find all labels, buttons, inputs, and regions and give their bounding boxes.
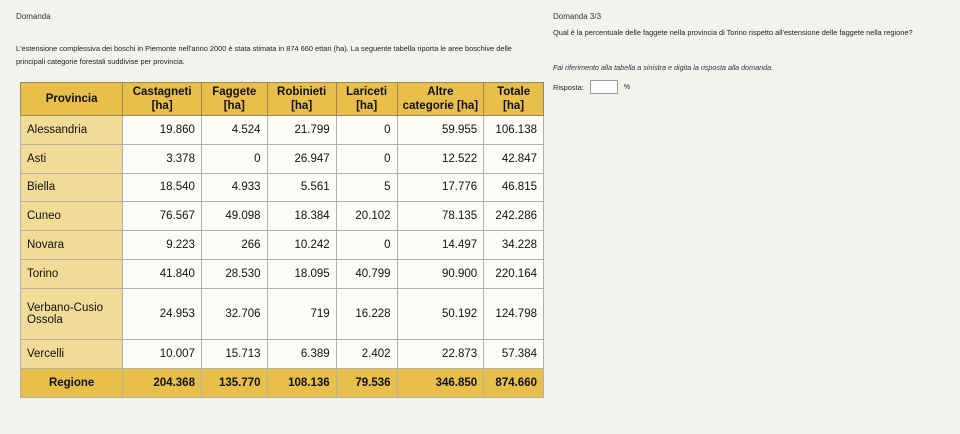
value-cell: 10.242 <box>267 231 336 260</box>
header-faggete: Faggete [ha] <box>201 83 267 116</box>
answer-row <box>553 80 630 94</box>
value-cell: 78.135 <box>397 202 484 231</box>
header-totale: Totale [ha] <box>484 83 544 116</box>
value-cell: 49.098 <box>201 202 267 231</box>
value-cell: 4.933 <box>201 173 267 202</box>
question-counter: Domanda 3/3 <box>553 12 602 21</box>
province-cell: Torino <box>21 259 123 288</box>
value-cell: 21.799 <box>267 116 336 145</box>
value-cell: 22.873 <box>397 340 484 369</box>
value-cell: 719 <box>267 288 336 340</box>
right-panel <box>551 0 951 434</box>
value-cell: 10.007 <box>123 340 202 369</box>
table-row <box>21 202 544 231</box>
value-cell: 12.522 <box>397 144 484 173</box>
value-cell: 90.900 <box>397 259 484 288</box>
value-cell: 42.847 <box>484 144 544 173</box>
value-cell: 26.947 <box>267 144 336 173</box>
header-lariceti: Lariceti [ha] <box>336 83 397 116</box>
value-cell: 19.860 <box>123 116 202 145</box>
table-row <box>21 259 544 288</box>
value-cell: 0 <box>336 231 397 260</box>
province-cell: Verbano-Cusio Ossola <box>21 288 123 340</box>
forest-table-container <box>20 82 544 398</box>
value-cell: 46.815 <box>484 173 544 202</box>
table-row <box>21 340 544 369</box>
value-cell: 6.389 <box>267 340 336 369</box>
value-cell: 15.713 <box>201 340 267 369</box>
value-cell: 76.567 <box>123 202 202 231</box>
value-cell: 59.955 <box>397 116 484 145</box>
total-value-cell: 108.136 <box>267 369 336 398</box>
value-cell: 106.138 <box>484 116 544 145</box>
value-cell: 34.228 <box>484 231 544 260</box>
table-row <box>21 144 544 173</box>
percent-unit: % <box>623 83 631 91</box>
total-value-cell: 204.368 <box>123 369 202 398</box>
table-row <box>21 288 544 340</box>
province-cell: Vercelli <box>21 340 123 369</box>
table-row <box>21 231 544 260</box>
value-cell: 124.798 <box>484 288 544 340</box>
total-value-cell: 346.850 <box>397 369 484 398</box>
value-cell: 242.286 <box>484 202 544 231</box>
value-cell: 4.524 <box>201 116 267 145</box>
value-cell: 5 <box>336 173 397 202</box>
value-cell: 20.102 <box>336 202 397 231</box>
answer-input[interactable] <box>590 80 618 94</box>
table-header-row <box>21 83 544 116</box>
province-cell: Biella <box>21 173 123 202</box>
value-cell: 24.953 <box>123 288 202 340</box>
table-row <box>21 173 544 202</box>
question-text: Qual è la percentuale delle faggete nella provincia di Torino rispetto all'estensione delle faggete nella regione? <box>553 28 913 37</box>
value-cell: 41.840 <box>123 259 202 288</box>
answer-label: Risposta: <box>553 82 584 92</box>
value-cell: 0 <box>336 116 397 145</box>
province-cell: Asti <box>21 144 123 173</box>
instruction-text: Fai riferimento alla tabella a sinistra e digita la risposta alla domanda. <box>553 63 774 72</box>
value-cell: 0 <box>336 144 397 173</box>
header-altre-categorie: Altre categorie [ha] <box>397 83 484 116</box>
value-cell: 0 <box>201 144 267 173</box>
value-cell: 18.384 <box>267 202 336 231</box>
total-value-cell: 135.770 <box>201 369 267 398</box>
value-cell: 50.192 <box>397 288 484 340</box>
value-cell: 32.706 <box>201 288 267 340</box>
value-cell: 18.540 <box>123 173 202 202</box>
forest-area-table <box>20 82 544 398</box>
total-label-cell: Regione <box>21 369 123 398</box>
value-cell: 220.164 <box>484 259 544 288</box>
panel-title: Domanda <box>16 12 51 21</box>
total-value-cell: 874.660 <box>484 369 544 398</box>
value-cell: 28.530 <box>201 259 267 288</box>
value-cell: 18.095 <box>267 259 336 288</box>
header-castagneti: Castagneti [ha] <box>123 83 202 116</box>
header-robinieti: Robinieti [ha] <box>267 83 336 116</box>
value-cell: 57.384 <box>484 340 544 369</box>
value-cell: 16.228 <box>336 288 397 340</box>
value-cell: 14.497 <box>397 231 484 260</box>
value-cell: 266 <box>201 231 267 260</box>
province-cell: Novara <box>21 231 123 260</box>
value-cell: 9.223 <box>123 231 202 260</box>
total-value-cell: 79.536 <box>336 369 397 398</box>
value-cell: 40.799 <box>336 259 397 288</box>
value-cell: 17.776 <box>397 173 484 202</box>
value-cell: 2.402 <box>336 340 397 369</box>
value-cell: 5.561 <box>267 173 336 202</box>
intro-text: L'estensione complessiva dei boschi in Piemonte nell'anno 2000 è stata stimata in 874 660 ettari (ha). La seguente tabella riporta le aree boschive delle principali categorie forestali suddivise per provincia. <box>16 44 512 66</box>
province-cell: Cuneo <box>21 202 123 231</box>
value-cell: 3.378 <box>123 144 202 173</box>
table-total-row <box>21 369 544 398</box>
province-cell: Alessandria <box>21 116 123 145</box>
table-row <box>21 116 544 145</box>
header-provincia: Provincia <box>21 83 123 116</box>
